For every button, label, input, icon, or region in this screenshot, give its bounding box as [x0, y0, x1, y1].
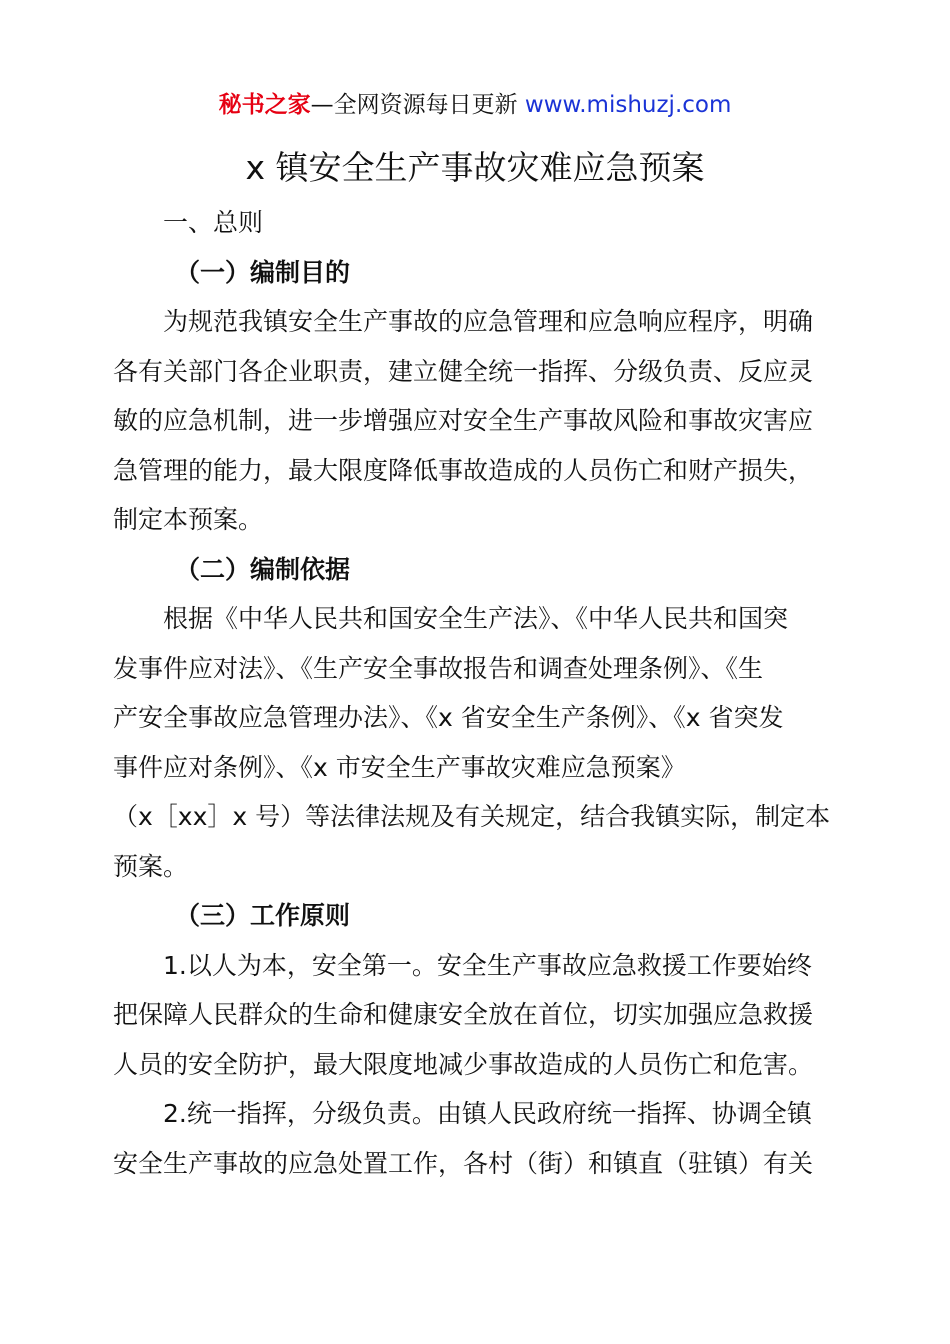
paragraph-line: 根据《中华人民共和国安全生产法》、《中华人民共和国突	[163, 604, 789, 633]
subsection-heading-purpose: （一）编制目的	[175, 257, 351, 287]
document-title: x 镇安全生产事故灾难应急预案	[245, 148, 705, 187]
paragraph-line: 为规范我镇安全生产事故的应急管理和应急响应程序，明确	[163, 307, 814, 336]
site-header-banner	[0, 88, 950, 122]
site-tagline: —全网资源每日更新	[310, 92, 525, 118]
paragraph-line: 2.统一指挥，分级负责。由镇人民政府统一指挥、协调全镇	[163, 1099, 812, 1128]
document-body	[113, 198, 838, 1188]
paragraph-line: 预案。	[113, 851, 189, 881]
site-url-link[interactable]: www.mishuzj.com	[524, 92, 732, 118]
paragraph-line: 1.以人为本，安全第一。安全生产事故应急救援工作要始终	[163, 950, 812, 980]
paragraph-line: 制定本预案。	[113, 505, 264, 534]
paragraph-line: 急管理的能力，最大限度降低事故造成的人员伤亡和财产损失，	[113, 455, 814, 485]
subsection-heading-basis: （二）编制依据	[175, 554, 351, 584]
paragraph-line: 人员的安全防护，最大限度地减少事故造成的人员伤亡和危害。	[113, 1049, 814, 1079]
subsection-heading-principles: （三）工作原则	[175, 901, 351, 930]
site-brand-name: 秘书之家	[218, 92, 311, 118]
paragraph-line: 敏的应急机制，进一步增强应对安全生产事故风险和事故灾害应	[113, 406, 814, 435]
paragraph-line: 产安全事故应急管理办法》、《x 省安全生产条例》、《x 省突发	[113, 703, 784, 732]
paragraph-line: 各有关部门各企业职责，建立健全统一指挥、分级负责、反应灵	[113, 356, 814, 386]
paragraph-line: （x［xx］x 号）等法律法规及有关规定，结合我镇实际，制定本	[113, 802, 831, 831]
paragraph-line: 安全生产事故的应急处置工作，各村（街）和镇直（驻镇）有关	[113, 1148, 814, 1178]
paragraph-line: 把保障人民群众的生命和健康安全放在首位，切实加强应急救援	[113, 1000, 814, 1029]
paragraph-line: 事件应对条例》、《x 市安全生产事故灾难应急预案》	[113, 752, 686, 782]
paragraph-line: 发事件应对法》、《生产安全事故报告和调查处理条例》、《生	[113, 653, 764, 683]
section-heading-general: 一、总则	[163, 208, 264, 237]
